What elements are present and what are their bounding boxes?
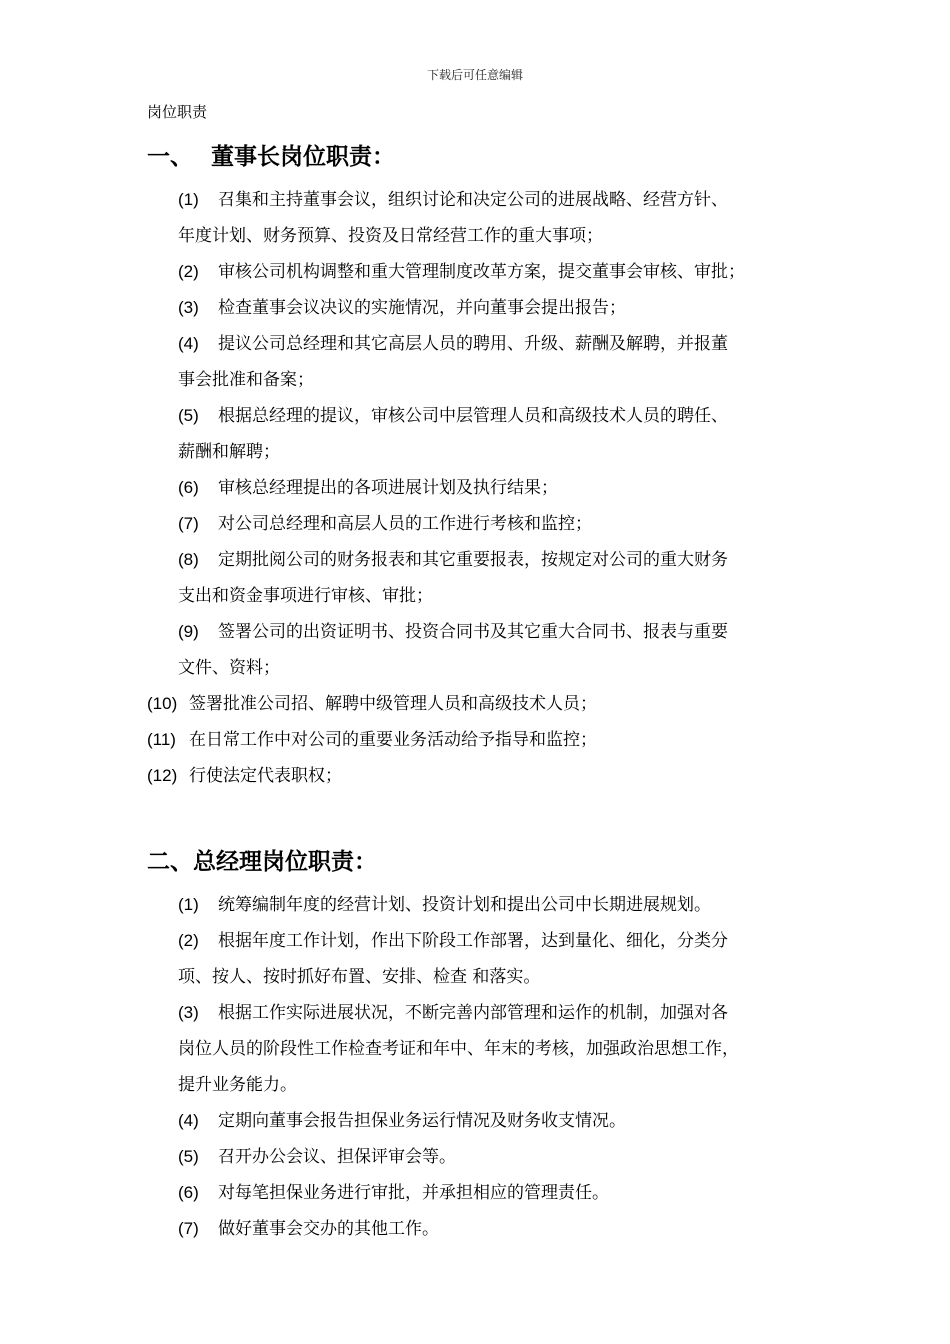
- item-number: (10): [147, 694, 178, 713]
- section-title-chairman: [147, 138, 395, 171]
- item-text: 审核总经理提出的各项进展计划及执行结果；: [218, 478, 558, 498]
- duty-item: [178, 290, 626, 326]
- duty-item-continuation: [178, 1067, 297, 1103]
- duty-item: [178, 326, 728, 362]
- duty-item: [178, 542, 728, 578]
- duty-item-continuation: [178, 1031, 739, 1067]
- item-number: (7): [178, 514, 199, 533]
- duty-item: [178, 923, 728, 959]
- item-text: 在日常工作中对公司的重要业务活动给予指导和监控；: [189, 730, 597, 750]
- item-number: (6): [178, 1183, 199, 1202]
- item-text: 定期批阅公司的财务报表和其它重要报表，按规定对公司的重大财务: [218, 550, 728, 570]
- item-text: 文件、资料；: [178, 658, 280, 678]
- duty-item: [178, 614, 728, 650]
- item-text: 根据年度工作计划，作出下阶段工作部署，达到量化、细化，分类分: [218, 931, 728, 951]
- item-number: (11): [147, 730, 176, 749]
- item-text: 项、按人、按时抓好布置、安排、检查 和落实。: [178, 967, 541, 987]
- section-heading: 董事长岗位职责：: [211, 143, 395, 170]
- item-text: 岗位人员的阶段性工作检查考证和年中、年末的考核，加强政治思想工作，: [178, 1039, 739, 1059]
- item-number: (6): [178, 478, 199, 497]
- duty-item-continuation: [178, 362, 314, 398]
- item-text: 根据总经理的提议，审核公司中层管理人员和高级技术人员的聘任、: [218, 406, 728, 426]
- section-heading: 总经理岗位职责：: [193, 848, 377, 875]
- item-text: 根据工作实际进展状况，不断完善内部管理和运作的机制，加强对各: [218, 1003, 728, 1023]
- duty-item-continuation: [178, 578, 433, 614]
- item-text: 检查董事会议决议的实施情况，并向董事会提出报告；: [218, 298, 626, 318]
- duty-item: [178, 1103, 626, 1139]
- item-text: 年度计划、财务预算、投资及日常经营工作的重大事项；: [178, 226, 603, 246]
- item-text: 提升业务能力。: [178, 1075, 297, 1095]
- item-text: 行使法定代表职权；: [189, 766, 342, 786]
- duty-item: [147, 758, 342, 794]
- duty-item-continuation: [178, 959, 540, 995]
- item-text: 签署批准公司招、解聘中级管理人员和高级技术人员；: [189, 694, 597, 714]
- item-number: (3): [178, 1003, 199, 1022]
- duty-item: [178, 506, 592, 542]
- section-number: 一、: [147, 143, 193, 170]
- duty-item: [178, 398, 728, 434]
- item-text: 对公司总经理和高层人员的工作进行考核和监控；: [218, 514, 592, 534]
- item-text: 统筹编制年度的经营计划、投资计划和提出公司中长期进展规划。: [218, 895, 711, 915]
- item-number: (1): [178, 190, 199, 209]
- duty-item-continuation: [178, 218, 603, 254]
- item-number: (3): [178, 298, 199, 317]
- item-text: 召集和主持董事会议，组织讨论和决定公司的进展战略、经营方针、: [218, 190, 728, 210]
- item-number: (9): [178, 622, 199, 641]
- item-number: (7): [178, 1219, 199, 1238]
- duty-item: [178, 1211, 439, 1247]
- item-text: 定期向董事会报告担保业务运行情况及财务收支情况。: [218, 1111, 626, 1131]
- duty-item: [147, 686, 597, 722]
- item-number: (2): [178, 931, 199, 950]
- section-title-general-manager: [147, 843, 377, 876]
- item-text: 签署公司的出资证明书、投资合同书及其它重大合同书、报表与重要: [218, 622, 728, 642]
- item-text: 做好董事会交办的其他工作。: [218, 1219, 439, 1239]
- item-number: (2): [178, 262, 199, 281]
- item-text: 召开办公会议、担保评审会等。: [218, 1147, 456, 1167]
- item-text: 审核公司机构调整和重大管理制度改革方案，提交董事会审核、审批；: [218, 262, 745, 282]
- duty-item: [178, 887, 711, 923]
- duty-item: [178, 1175, 609, 1211]
- duty-item-continuation: [178, 434, 280, 470]
- duty-item-continuation: [178, 650, 280, 686]
- document-label: 岗位职责: [147, 103, 208, 121]
- page-header: 下载后可任意编辑: [426, 68, 523, 82]
- item-number: (4): [178, 1111, 199, 1130]
- item-text: 薪酬和解聘；: [178, 442, 280, 462]
- duty-item: [178, 470, 558, 506]
- item-text: 提议公司总经理和其它高层人员的聘用、升级、薪酬及解聘，并报董: [218, 334, 728, 354]
- item-text: 事会批准和备案；: [178, 370, 314, 390]
- duty-item: [178, 182, 728, 218]
- duty-item: [147, 722, 597, 758]
- duty-item: [178, 995, 728, 1031]
- item-number: (12): [147, 766, 178, 785]
- item-number: (5): [178, 406, 199, 425]
- item-text: 支出和资金事项进行审核、审批；: [178, 586, 433, 606]
- item-number: (4): [178, 334, 199, 353]
- section-number: 二、: [147, 848, 193, 875]
- item-text: 对每笔担保业务进行审批，并承担相应的管理责任。: [218, 1183, 609, 1203]
- item-number: (5): [178, 1147, 199, 1166]
- duty-item: [178, 254, 745, 290]
- item-number: (8): [178, 550, 199, 569]
- duty-item: [178, 1139, 456, 1175]
- item-number: (1): [178, 895, 199, 914]
